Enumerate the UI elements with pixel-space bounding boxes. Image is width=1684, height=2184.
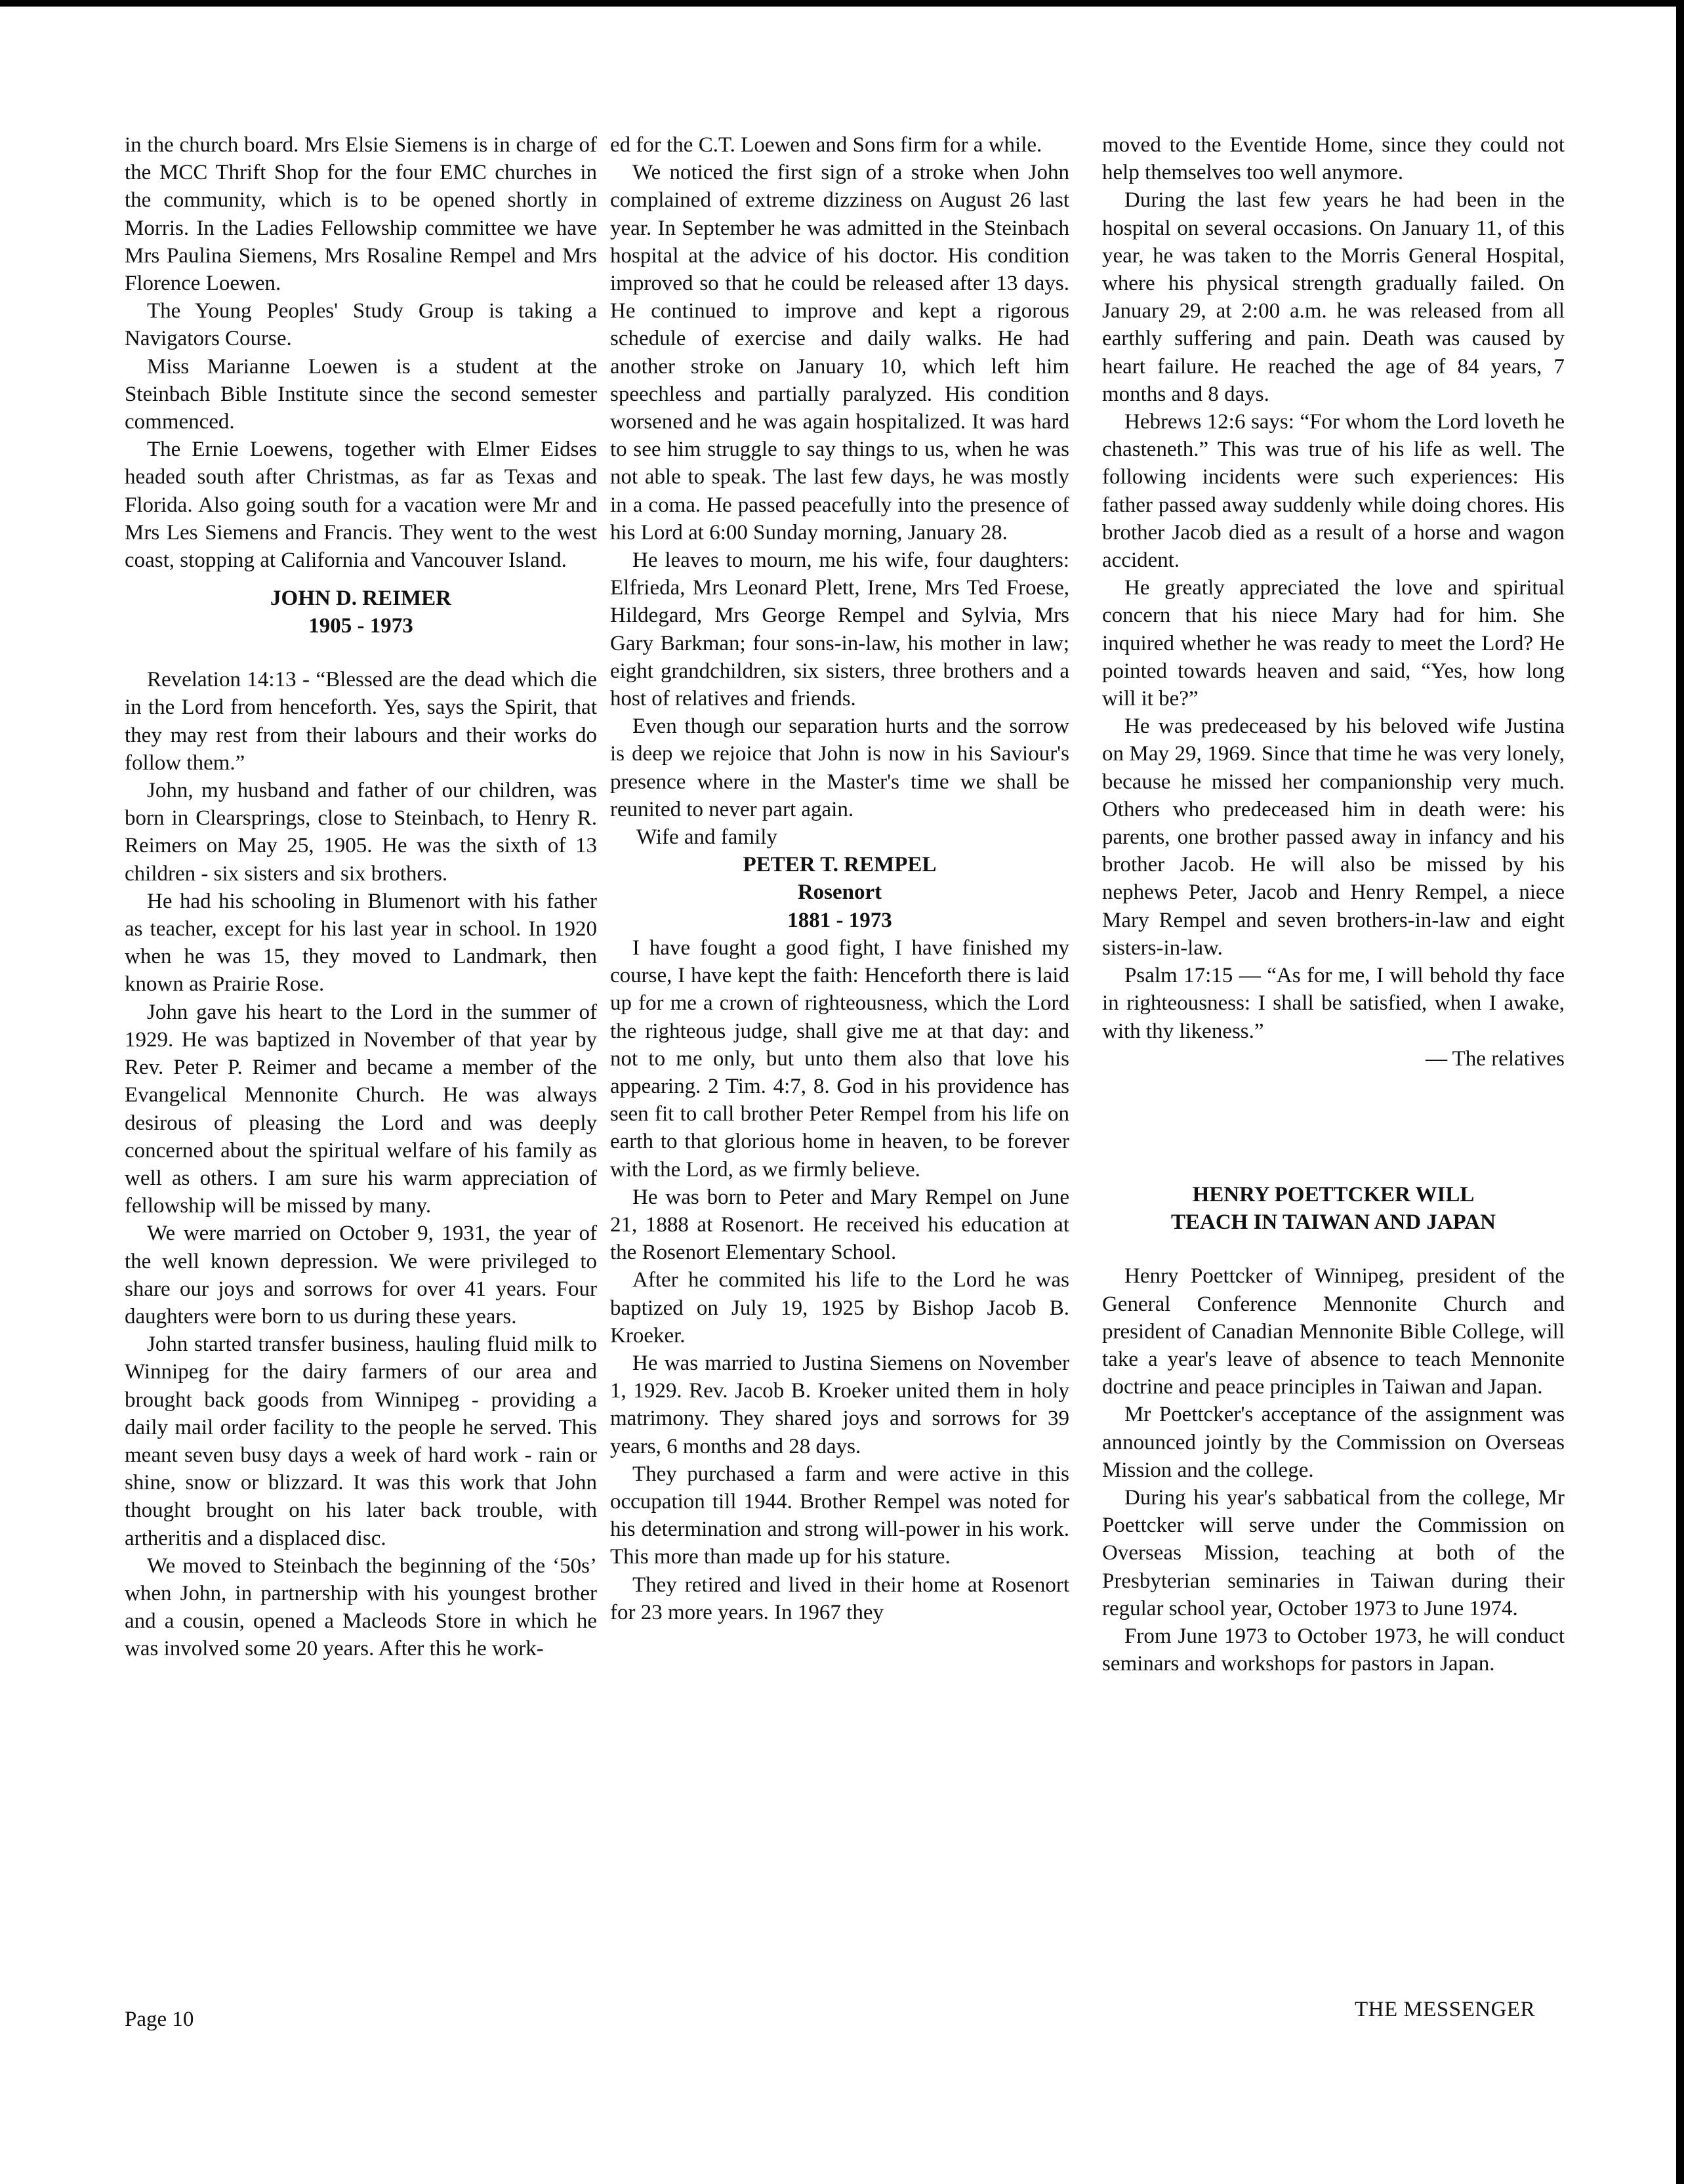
paragraph: He was predeceased by his beloved wife Justina on May 29, 1969. Since that time he was very lonely, because he missed her companionship very much. Others who predeceased him in death were: his parents, one brother passed away in infancy and his brother Jacob. He will also be missed by his nephews Peter, Jacob and Henry Rempel, a niece Mary Rempel and seven brothers-in-law and eight sisters-in-law. bbox=[1102, 714, 1565, 960]
paragraph: John, my husband and father of our children, was born in Clearsprings, close to Steinbach, to Henry R. Reimers on May 25, 1905. He was the sixth of 13 children - six sisters and six brothers. bbox=[125, 779, 597, 886]
paragraph: He had his schooling in Blumenort with his father as teacher, except for his last year in school. In 1920 when he was 15, they moved to Landmark, then known as Prairie Rose. bbox=[125, 889, 597, 997]
paragraph: Miss Marianne Loewen is a student at the Steinbach Bible Institute since the second semester commenced. bbox=[125, 354, 597, 434]
paragraph: Revelation 14:13 - “Blessed are the dead which die in the Lord from henceforth. Yes, says the Spirit, that they may rest from their labours and their works do follow them.” bbox=[125, 668, 597, 775]
paragraph: Psalm 17:15 — “As for me, I will behold thy face in righteousness: I shall be satisfied, when I awake, with thy likeness.” bbox=[1102, 964, 1565, 1043]
page-edge-right bbox=[1676, 0, 1684, 2184]
paragraph: We moved to Steinbach the beginning of the ‘50s’ when John, in partnership with his youngest brother and a cousin, opened a Macleods Store in which he was involved some 20 years. After this he work- bbox=[125, 1554, 597, 1661]
obituary-heading-reimer bbox=[125, 585, 597, 640]
paragraph: The Young Peoples' Study Group is taking a Navigators Course. bbox=[125, 299, 597, 351]
paragraph: Even though our separation hurts and the sorrow is deep we rejoice that John is now in his Saviour's presence where in the Master's time we shall be reunited to never part again. bbox=[610, 714, 1069, 821]
paragraph: Henry Poettcker of Winnipeg, president of the General Conference Mennonite Church and president of Canadian Mennonite Bible College, will take a year's leave of absence to teach Mennonite doctrine and peace principles in Taiwan and Japan. bbox=[1102, 1264, 1565, 1399]
paragraph: He leaves to mourn, me his wife, four daughters: Elfrieda, Mrs Leonard Plett, Irene, Mrs Ted Froese, Hildegard, Mrs George Rempel and Sylvia, Mrs Gary Barkman; four sons-in-law, his mother in law; eight grandchildren, six sisters, three brothers and a host of relatives and friends. bbox=[610, 548, 1069, 711]
publication-name: THE MESSENGER bbox=[1355, 1998, 1536, 2021]
paragraph: in the church board. Mrs Elsie Siemens is in charge of the MCC Thrift Shop for the four EMC churches in the community, which is to be opened shortly in Morris. In the Ladies Fellowship committee we have Mrs Paulina Siemens, Mrs Rosaline Rempel and Mrs Florence Loewen. bbox=[125, 133, 597, 296]
paragraph: Mr Poettcker's acceptance of the assignment was announced jointly by the Commission on Overseas Mission and the college. bbox=[1102, 1403, 1565, 1482]
paragraph: ed for the C.T. Loewen and Sons firm for a while. bbox=[610, 133, 1042, 157]
paragraph: During the last few years he had been in the hospital on several occasions. On January 11, of this year, he was taken to the Morris General Hospital, where his physical strength gradually failed. On January 29, at 2:00 a.m. he was released from all earthly suffering and pain. Death was caused by heart failure. He reached the age of 84 years, 7 months and 8 days. bbox=[1102, 188, 1565, 406]
obituary-heading-rempel bbox=[610, 851, 1069, 934]
paragraph: moved to the Eventide Home, since they could not help themselves too well anymore. bbox=[1102, 133, 1565, 185]
column-1 bbox=[125, 131, 597, 2021]
paragraph: Hebrews 12:6 says: “For whom the Lord loveth he chasteneth.” This was true of his life as well. The following incidents were such experiences: His father passed away suddenly while doing chores. His brother Jacob died as a result of a horse and wagon accident. bbox=[1102, 410, 1565, 573]
spacer bbox=[1102, 1073, 1565, 1181]
obituary-dates: 1881 - 1973 bbox=[787, 908, 892, 932]
paragraph: We noticed the first sign of a stroke when John complained of extreme dizziness on August 26 last year. In September he was admitted in the Steinbach hospital at the advice of his doctor. His condition improved so that he could be released after 13 days. He continued to improve and kept a rigorous schedule of exercise and daily walks. He had another stroke on January 10, which left him speechless and partially paralyzed. His condition worsened and he was again hospitalized. It was hard to see him struggle to say things to us, when he was not able to speak. The last few days, he was mostly in a coma. He passed peacefully into the presence of his Lord at 6:00 Sunday morning, January 28. bbox=[610, 161, 1069, 545]
obituary-dates: 1905 - 1973 bbox=[308, 614, 413, 638]
paragraph: They purchased a farm and were active in this occupation till 1944. Brother Rempel was noted for his determination and strong will-power in his work. This more than made up for his stature. bbox=[610, 1462, 1069, 1569]
obituary-title: PETER T. REMPEL bbox=[743, 853, 937, 877]
paragraph: From June 1973 to October 1973, he will conduct seminars and workshops for pastors in Japan. bbox=[1102, 1624, 1565, 1676]
signature: — The relatives bbox=[1426, 1046, 1565, 1071]
paragraph: After he commited his life to the Lord he was baptized on July 19, 1925 by Bishop Jacob B. Kroeker. bbox=[610, 1268, 1069, 1348]
obituary-title: JOHN D. REIMER bbox=[270, 587, 451, 611]
paragraph: The Ernie Loewens, together with Elmer Eidses headed south after Christmas, as far as Texas and Florida. Also going south for a vacation were Mr and Mrs Les Siemens and Francis. They went to the west coast, stopping at California and Vancouver Island. bbox=[125, 438, 597, 573]
spacer bbox=[125, 640, 597, 666]
signature: Wife and family bbox=[636, 825, 777, 850]
paragraph: We were married on October 9, 1931, the year of the well known depression. We were privileged to share our joys and sorrows for over 41 years. Four daughters were born to us during these years. bbox=[125, 1222, 597, 1329]
paragraph: John started transfer business, hauling fluid milk to Winnipeg for the dairy farmers of our area and brought back goods from Winnipeg - providing a daily mail order facility to the people he served. This meant seven busy days a week of hard work - rain or shine, snow or blizzard. It was this work that John thought brought on his later back trouble, with artheritis and a displaced disc. bbox=[125, 1332, 597, 1550]
paragraph: He was married to Justina Siemens on November 1, 1929. Rev. Jacob B. Kroeker united them in holy matrimony. They shared joys and sorrows for 39 years, 6 months and 28 days. bbox=[610, 1351, 1069, 1458]
paragraph: During his year's sabbatical from the college, Mr Poettcker will serve under the Commission on Overseas Mission, teaching at both of the Presbyterian seminaries in Taiwan during their regular school year, October 1973 to June 1974. bbox=[1102, 1485, 1565, 1620]
paragraph: John gave his heart to the Lord in the summer of 1929. He was baptized in November of that year by Rev. Peter P. Reimer and became a member of the Evangelical Mennonite Church. He was always desirous of pleasing the Lord and was deeply concerned about the spiritual welfare of his family as well as others. I am sure his warm appreciation of fellowship will be missed by many. bbox=[125, 1000, 597, 1218]
article-title-line: HENRY POETTCKER WILL bbox=[1192, 1182, 1475, 1206]
paragraph: He greatly appreciated the love and spiritual concern that his niece Mary had for him. She inquired whether he was ready to meet the Lord? He pointed towards heaven and said, “Yes, how long will it be?” bbox=[1102, 576, 1565, 711]
page-number: Page 10 bbox=[125, 2008, 194, 2031]
article-heading-poettcker bbox=[1102, 1181, 1565, 1236]
paragraph: He was born to Peter and Mary Rempel on June 21, 1888 at Rosenort. He received his education at the Rosenort Elementary School. bbox=[610, 1185, 1069, 1265]
paragraph: They retired and lived in their home at Rosenort for 23 more years. In 1967 they bbox=[610, 1573, 1069, 1624]
page-edge-top bbox=[0, 0, 1684, 7]
column-2 bbox=[610, 131, 1069, 2021]
spacer bbox=[1102, 1236, 1565, 1262]
obituary-place: Rosenort bbox=[797, 880, 882, 905]
column-3 bbox=[1102, 131, 1565, 2021]
article-title-line: TEACH IN TAIWAN AND JAPAN bbox=[1170, 1210, 1496, 1235]
paragraph: I have fought a good fight, I have finished my course, I have kept the faith: Henceforth there is laid up for me a crown of righteousness, which the Lord the righteous judge, shall give me at that day: and not to me only, but unto them also that love his appearing. 2 Tim. 4:7, 8. God in his providence has seen fit to call brother Peter Rempel from his life on earth to that glorious home in heaven, to be forever with the Lord, as we firmly believe. bbox=[610, 936, 1069, 1182]
